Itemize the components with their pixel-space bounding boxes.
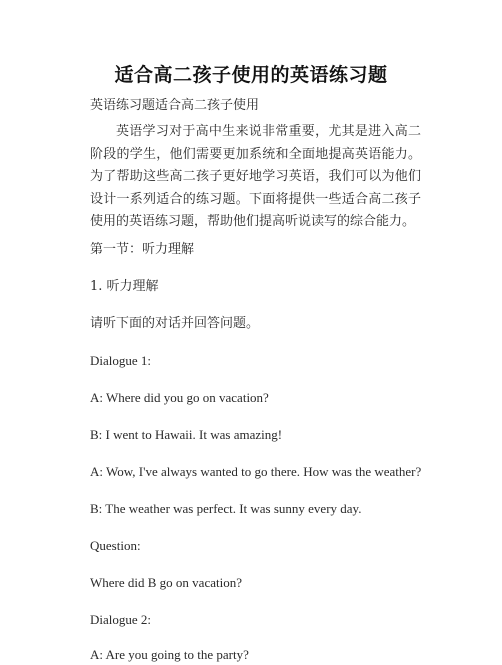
dialogue-1-label: Dialogue 1: [90,353,152,368]
subtitle: 英语练习题适合高二孩子使用 [90,98,260,113]
dialogue-1-line: A: Wow, I've always wanted to go there. How was the weather? [90,464,422,479]
document-title: 适合高二孩子使用的英语练习题 [114,64,388,86]
dialogue-1-line: A: Where did you go on vacation? [90,390,269,405]
instruction-text: 请听下面的对话并回答问题。 [90,316,260,331]
dialogue-2-label: Dialogue 2: [90,612,152,627]
dialogue-1-line: B: The weather was perfect. It was sunny every day. [90,501,362,516]
dialogue-2-line: A: Are you going to the party? [90,647,249,662]
item-heading: 1. 听力理解 [90,279,159,294]
question-label: Question: [90,538,141,553]
section-heading: 第一节：听力理解 [90,242,195,257]
dialogue-1-line: B: I went to Hawaii. It was amazing! [90,427,283,442]
intro-paragraph: 英语学习对于高中生来说非常重要，尤其是进入高二阶段的学生，他们需要更加系统和全面地提高英语能力。为了帮助这些高二孩子更好地学习英语，我们可以为他们设计一系列适合的练习题。下面将提供一些适合高二孩子使用的英语练习题，帮助他们提高听说读写的综合能力。 [90,124,421,229]
question-text: Where did B go on vacation? [90,575,242,590]
